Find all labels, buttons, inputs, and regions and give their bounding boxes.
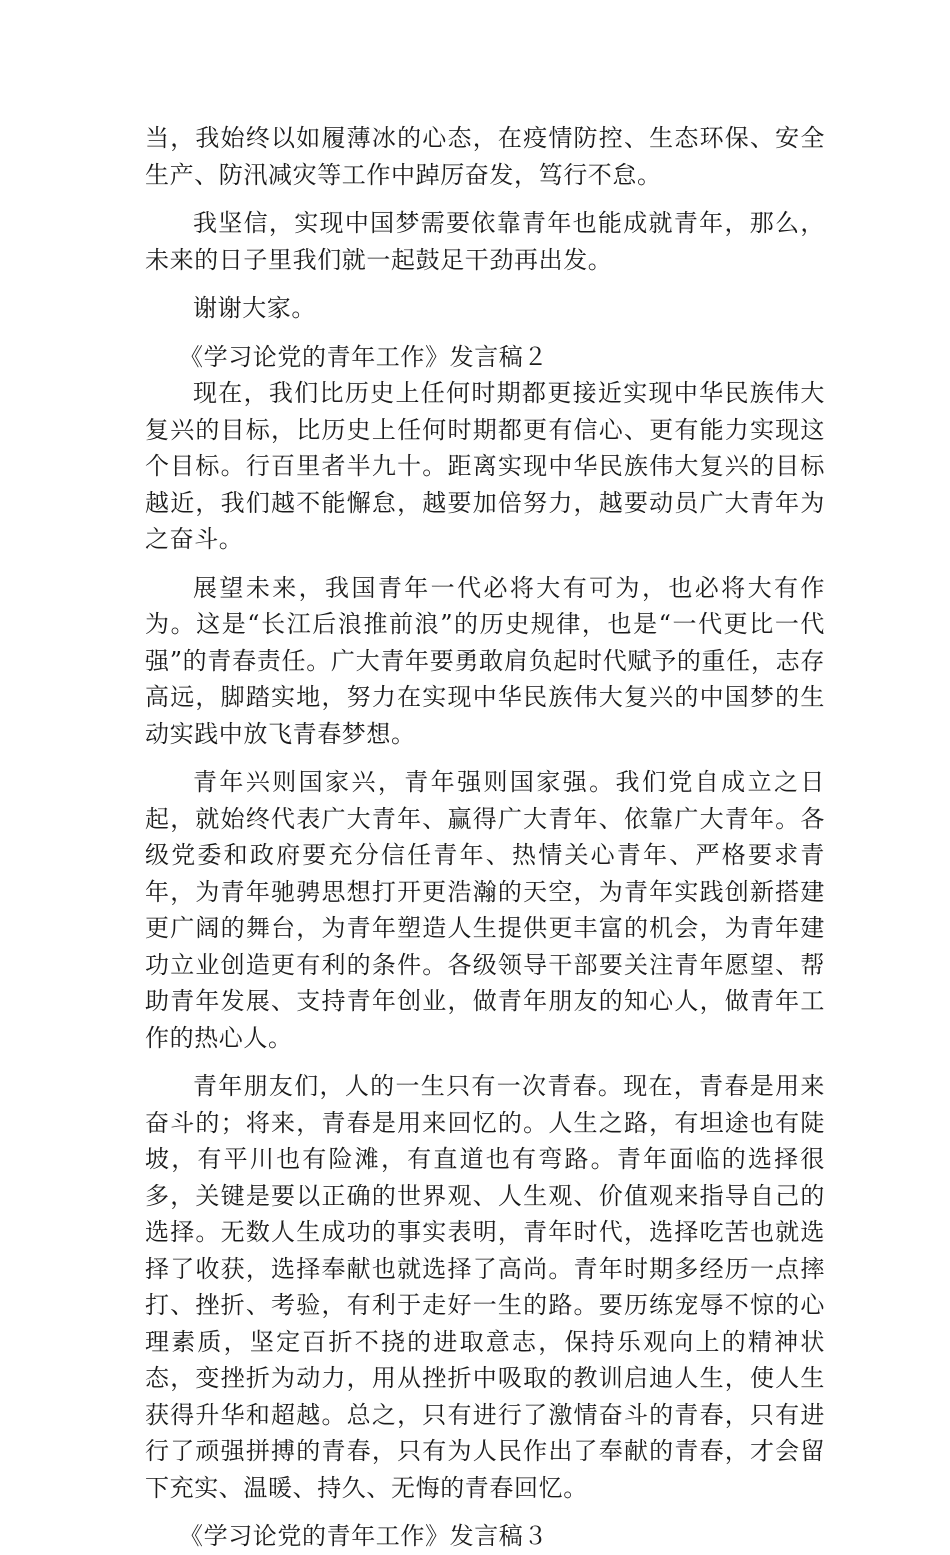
speech-heading-2: 《学习论党的青年工作》发言稿２ — [179, 342, 548, 371]
paragraph-thanks: 谢谢大家。 — [193, 294, 316, 322]
paragraph-revival: 现在，我们比历史上任何时期都更接近实现中华民族伟大复兴的目标，比历史上任何时期都更有信心、更有能力实现这个目标。行百里者半九十。距离实现中华民族伟大复兴的目标越近，我们越不能懈怠，越要加倍努力，越要动员广大青年为之奋斗。 — [145, 379, 825, 553]
paragraph-youth-strong: 青年兴则国家兴，青年强则国家强。我们党自成立之日起，就始终代表广大青年、赢得广大青年、依靠广大青年。各级党委和政府要充分信任青年、热情关心青年、严格要求青年，为青年驰骋思想打开更浩瀚的天空，为青年实践创新搭建更广阔的舞台，为青年塑造人生提供更丰富的机会，为青年建功立业创造更有利的条件。各级领导干部要关注青年愿望、帮助青年发展、支持青年创业，做青年朋友的知心人，做青年工作的热心人。 — [145, 768, 825, 1052]
paragraph-future: 展望未来，我国青年一代必将大有可为，也必将大有作为。这是“长江后浪推前浪”的历史规律，也是“一代更比一代强”的青春责任。广大青年要勇敢肩负起时代赋予的重任，志存高远，脚踏实地，努力在实现中华民族伟大复兴的中国梦的生动实践中放飞青春梦想。 — [145, 573, 825, 748]
paragraph-continued: 当，我始终以如履薄冰的心态，在疫情防控、生态环保、安全生产、防汛减灾等工作中踔厉奋发，笃行不怠。 — [145, 124, 825, 189]
document-body — [145, 120, 825, 1555]
speech-heading-3: 《学习论党的青年工作》发言稿３ — [179, 1522, 548, 1550]
paragraph-belief: 我坚信，实现中国梦需要依靠青年也能成就青年，那么，未来的日子里我们就一起鼓足干劲再出发。 — [145, 209, 825, 274]
paragraph-youth-friends: 青年朋友们，人的一生只有一次青春。现在，青春是用来奋斗的；将来，青春是用来回忆的。人生之路，有坦途也有陡坡，有平川也有险滩，有直道也有弯路。青年面临的选择很多，关键是要以正确的世界观、人生观、价值观来指导自己的选择。无数人生成功的事实表明，青年时代，选择吃苦也就选择了收获，选择奉献也就选择了高尚。青年时期多经历一点摔打、挫折、考验，有利于走好一生的路。要历练宠辱不惊的心理素质，坚定百折不挠的进取意志，保持乐观向上的精神状态，变挫折为动力，用从挫折中吸取的教训启迪人生，使人生获得升华和超越。总之，只有进行了激情奋斗的青春，只有进行了顽强拼搏的青春，只有为人民作出了奉献的青春，才会留下充实、温暖、持久、无悔的青春回忆。 — [145, 1072, 825, 1502]
